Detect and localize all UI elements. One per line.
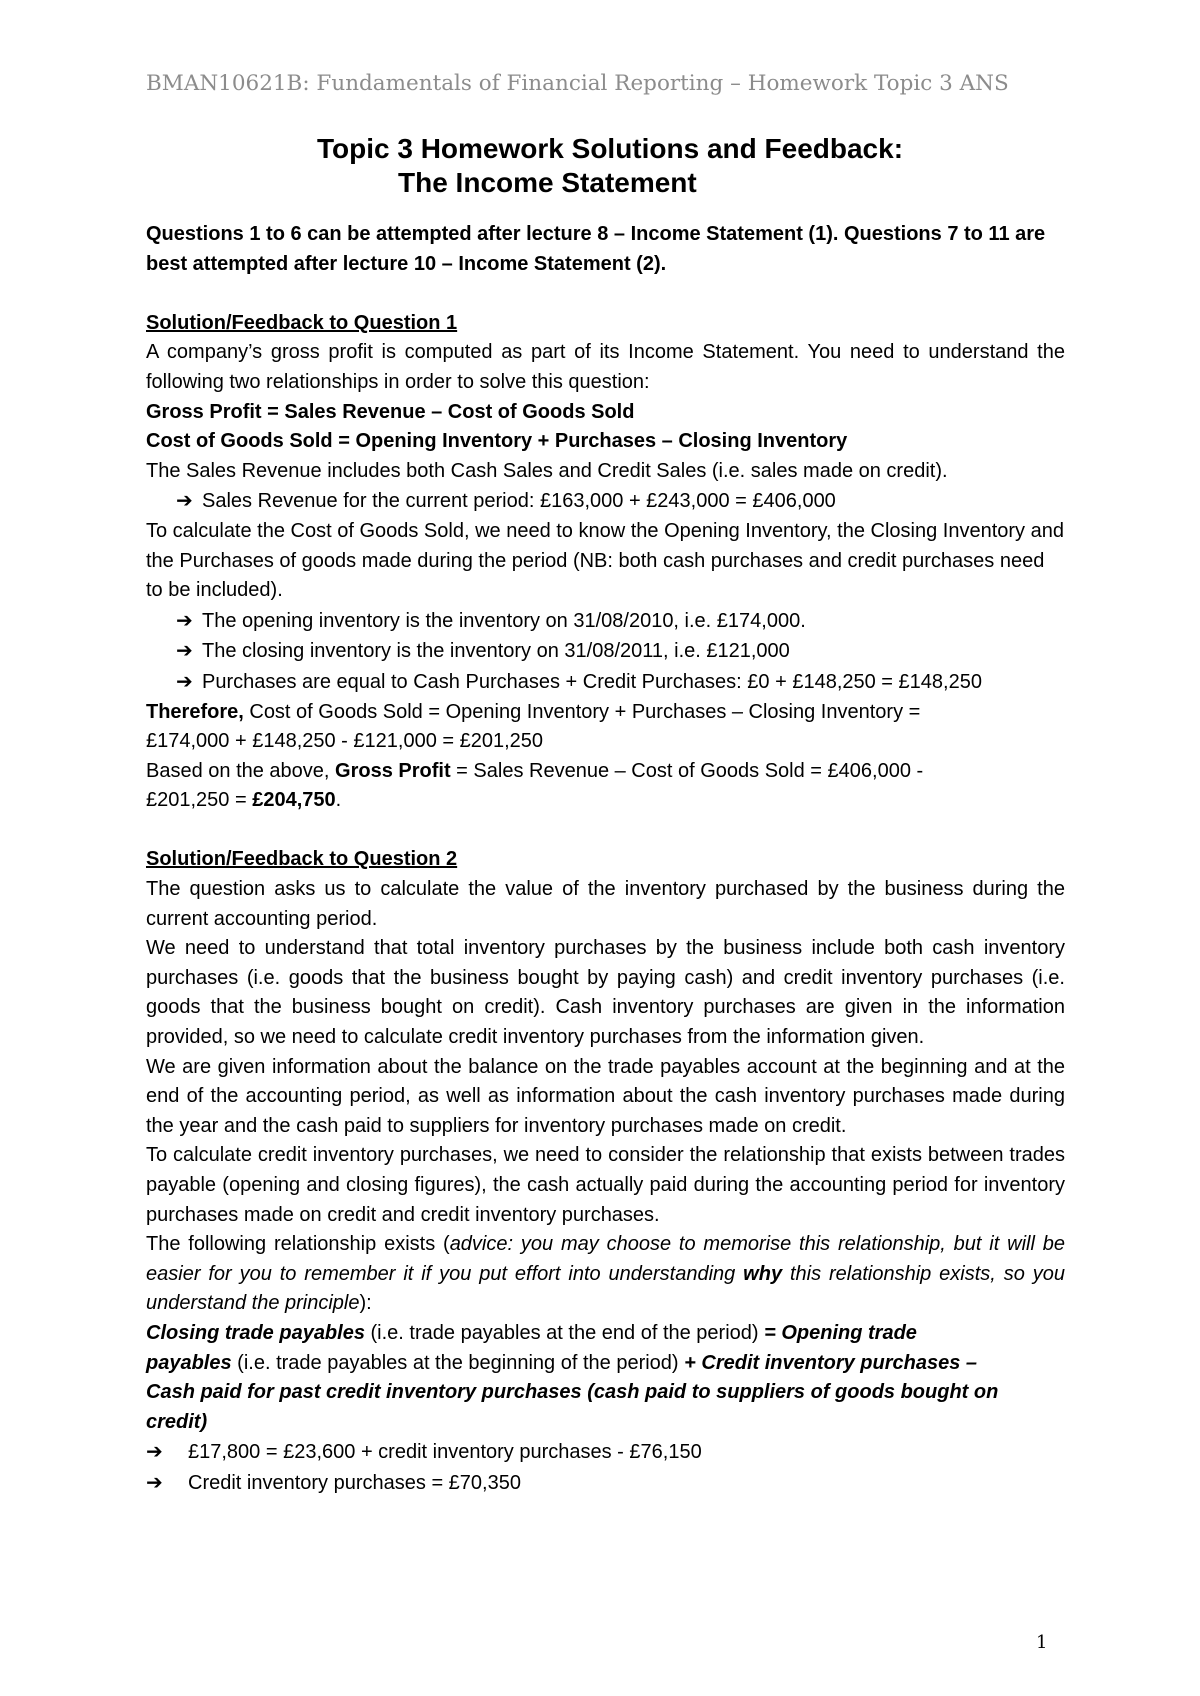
q1-paragraph-4-cont: £174,000 + £148,250 - £121,000 = £201,250 bbox=[146, 730, 544, 753]
q1-arrow-item-1: ➔ Sales Revenue for the current period: £163,000 + £243,000 = £406,000 bbox=[146, 486, 1065, 517]
document-body bbox=[146, 220, 1065, 1499]
q1-paragraph-4: Therefore, Cost of Goods Sold = Opening Inventory + Purchases – Closing Inventory = bbox=[146, 700, 921, 723]
q1-arrow-item-3: ➔ The closing inventory is the inventory on 31/08/2011, i.e. £121,000 bbox=[146, 636, 1065, 667]
intro-paragraph: Questions 1 to 6 can be attempted after lecture 8 – Income Statement (1). Questions 7 to 11 are best attempted after lecture 10 – Income Statement (2). bbox=[146, 223, 1046, 275]
q1-arrow-item-4: ➔ Purchases are equal to Cash Purchases + Credit Purchases: £0 + £148,250 = £148,250 bbox=[146, 667, 1065, 698]
q1-paragraph-3: To calculate the Cost of Goods Sold, we need to know the Opening Inventory, the Closing Inventory and the Purchases of goods made during the period (NB: both cash purchases and credit purchases need to be included). bbox=[146, 519, 1064, 602]
q1-paragraph-1: A company’s gross profit is computed as part of its Income Statement. You need to understand the following two relationships in order to solve this question: bbox=[146, 341, 1065, 393]
q2-paragraph-4: To calculate credit inventory purchases, we need to consider the relationship that exists between trades payable (opening and closing figures), the cash actually paid during the accounting period for inventory purchases made on credit and credit inventory purchases. bbox=[146, 1144, 1065, 1226]
q2-heading: Solution/Feedback to Question 2 bbox=[146, 848, 458, 871]
q2-arrow-item-2: ➔ Credit inventory purchases = £70,350 bbox=[146, 1468, 1065, 1499]
arrow-icon: ➔ bbox=[176, 488, 193, 513]
arrow-icon: ➔ bbox=[176, 638, 193, 663]
q1-heading: Solution/Feedback to Question 1 bbox=[146, 311, 458, 334]
running-header: BMAN10621B: Fundamentals of Financial Reporting – Homework Topic 3 ANS bbox=[146, 71, 1009, 96]
arrow-icon: ➔ bbox=[176, 607, 193, 632]
q2-paragraph-3: We are given information about the balance on the trade payables account at the beginning and at the end of the accounting period, as well as information about the cash inventory purchases made during the year and the cash paid to suppliers for inventory purchases made on credit. bbox=[146, 1055, 1065, 1137]
q1-arrow-item-2: ➔ The opening inventory is the inventory on 31/08/2010, i.e. £174,000. bbox=[146, 606, 1065, 637]
q2-paragraph-1: The question asks us to calculate the value of the inventory purchased by the business during the current accounting period. bbox=[146, 878, 1065, 930]
arrow-icon: ➔ bbox=[176, 668, 193, 693]
q2-relationship-line-3: Cash paid for past credit inventory purchases (cash paid to suppliers of goods bought on bbox=[146, 1381, 999, 1404]
q2-relationship-line-4: credit) bbox=[146, 1410, 208, 1433]
title-line-1: Topic 3 Homework Solutions and Feedback: bbox=[317, 133, 904, 164]
q2-relationship-line-1: Closing trade payables (i.e. trade payables at the end of the period) = Opening trade bbox=[146, 1321, 917, 1344]
q1-paragraph-5-cont: £201,250 = £204,750. bbox=[146, 789, 342, 812]
q2-relationship-line-2: payables (i.e. trade payables at the beginning of the period) + Credit inventory purchases – bbox=[146, 1351, 978, 1374]
q2-paragraph-5: The following relationship exists (advice: you may choose to memorise this relationship, but it will be easier for you to remember it if you put effort into understanding why this relationship exists, so you understand the principle): bbox=[146, 1233, 1065, 1315]
title-line-2: The Income Statement bbox=[398, 167, 697, 198]
arrow-icon: ➔ bbox=[146, 1439, 163, 1464]
q1-result: £204,750 bbox=[252, 789, 336, 812]
arrow-icon: ➔ bbox=[146, 1469, 163, 1494]
q1-paragraph-5: Based on the above, Gross Profit = Sales Revenue – Cost of Goods Sold = £406,000 - bbox=[146, 759, 924, 782]
q1-formula-gross-profit: Gross Profit = Sales Revenue – Cost of Goods Sold bbox=[146, 400, 635, 423]
q1-paragraph-2: The Sales Revenue includes both Cash Sales and Credit Sales (i.e. sales made on credit). bbox=[146, 459, 948, 482]
page-number: 1 bbox=[1036, 1632, 1048, 1653]
q1-formula-cogs: Cost of Goods Sold = Opening Inventory + Purchases – Closing Inventory bbox=[146, 430, 848, 453]
q2-arrow-item-1: ➔ £17,800 = £23,600 + credit inventory purchases - £76,150 bbox=[146, 1437, 1065, 1468]
q2-paragraph-2: We need to understand that total inventory purchases by the business include both cash inventory purchases (i.e. goods that the business bought by paying cash) and credit inventory purchases (i.e. goods that the business bought on credit). Cash inventory purchases are given in the information provided, so we need to calculate credit inventory purchases from the information given. bbox=[146, 937, 1065, 1049]
